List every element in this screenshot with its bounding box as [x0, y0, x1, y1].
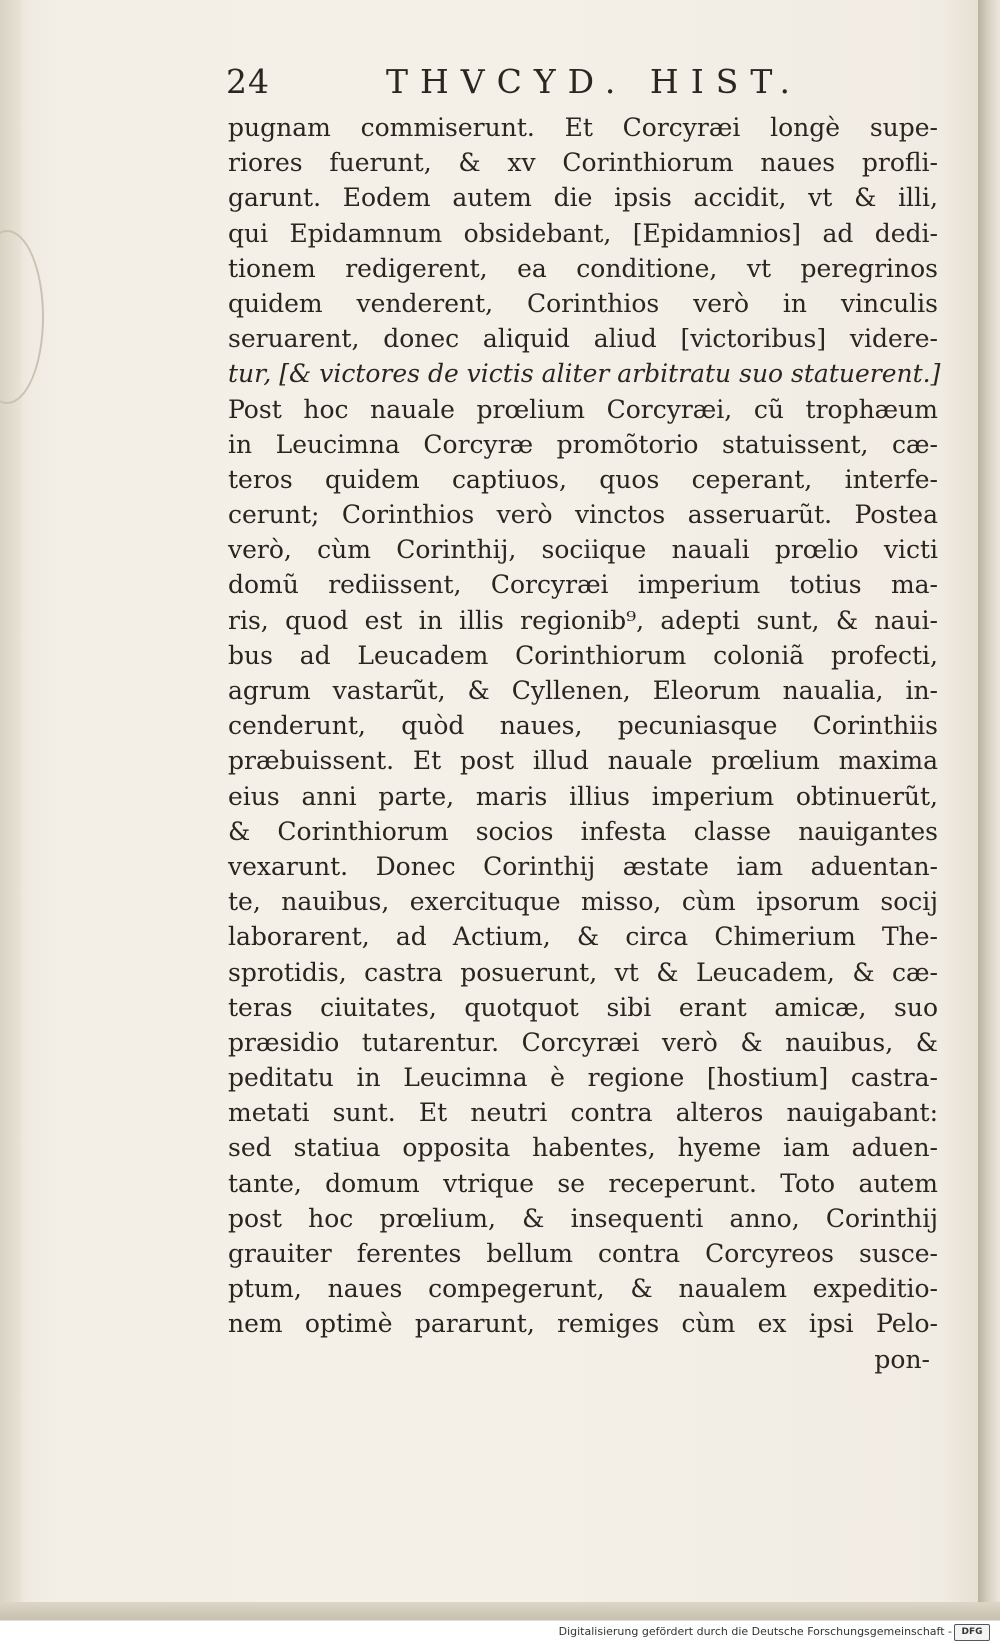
text-line: cerunt; Corinthios verò vinctos asseruarũt. Postea	[228, 500, 938, 530]
text-line: ris, quod est in illis regionib⁹, adepti sunt, & naui-	[228, 605, 938, 635]
text-line: & Corinthiorum socios infesta classe nauigantes	[228, 816, 938, 846]
text-line: metati sunt. Et neutri contra alteros nauigabant:	[228, 1098, 938, 1128]
text-line: vexarunt. Donec Corinthij æstate iam aduentan-	[228, 851, 938, 881]
text-line: pugnam commiserunt. Et Corcyræi longè supe-	[228, 113, 938, 142]
text-line: agrum vastarũt, & Cyllenen, Eleorum naualia, in-	[228, 676, 938, 705]
text-line: grauiter ferentes bellum contra Corcyreos susce-	[228, 1239, 938, 1268]
page-number: 24	[226, 62, 270, 101]
running-head	[226, 62, 886, 106]
text-line: bus ad Leucadem Corinthiorum coloniã profecti,	[228, 640, 938, 670]
text-line: nem optimè pararunt, remiges cùm ex ipsi Pelo-	[228, 1309, 938, 1339]
running-title: THVCYD. HIST.	[386, 62, 802, 101]
footer-bar	[0, 1620, 1000, 1644]
text-line: peditatu in Leucimna è regione [hostium] castra-	[228, 1063, 938, 1093]
text-line: riores fuerunt, & xv Corinthiorum naues profli-	[228, 148, 938, 178]
text-line: tionem redigerent, ea conditione, vt peregrinos	[228, 253, 938, 283]
text-line: garunt. Eodem autem die ipsis accidit, vt & illi,	[228, 183, 938, 213]
text-line: cenderunt, quòd naues, pecuniasque Corinthiis	[228, 711, 938, 741]
text-line: post hoc prœlium, & insequenti anno, Corinthij	[228, 1203, 938, 1233]
text-line: domũ rediissent, Corcyræi imperium totius ma-	[228, 570, 938, 600]
text-line: teros quidem captiuos, quos ceperant, interfe-	[228, 464, 938, 494]
text-line: præbuissent. Et post illud nauale prœlium maxima	[228, 746, 938, 776]
catchword: pon-	[874, 1344, 930, 1374]
text-line: in Leucimna Corcyræ promõtorio statuissent, cæ-	[228, 429, 938, 459]
page-edge-right	[978, 0, 1000, 1616]
text-line: Post hoc nauale prœlium Corcyræi, cũ trophæum	[228, 394, 938, 424]
text-line-italic: tur, [& victores de victis aliter arbitratu suo statuerent.]	[228, 359, 941, 389]
text-line: ptum, naues compegerunt, & naualem expeditio-	[228, 1274, 938, 1304]
text-line: quidem venderent, Corinthios verò in vinculis	[228, 288, 938, 318]
text-line: teras ciuitates, quotquot sibi erant amicæ, suo	[228, 992, 938, 1022]
binding-mark	[0, 230, 44, 404]
text-line: præsidio tutarentur. Corcyræi verò & nauibus, &	[228, 1027, 938, 1057]
funding-credit: Digitalisierung gefördert durch die Deutsche Forschungsgemeinschaft -	[558, 1625, 952, 1638]
text-line: laborarent, ad Actium, & circa Chimerium The-	[228, 922, 938, 952]
text-line: qui Epidamnum obsidebant, [Epidamnios] ad dedi-	[228, 218, 938, 248]
text-line: sed statiua opposita habentes, hyeme iam aduen-	[228, 1133, 938, 1163]
text-line: verò, cùm Corinthij, sociique nauali prœlio victi	[228, 535, 938, 565]
text-line: seruarent, donec aliquid aliud [victoribus] videre-	[228, 324, 938, 354]
page-edge-bottom	[0, 1602, 1000, 1620]
text-line: tante, domum vtrique se receperunt. Toto autem	[228, 1168, 938, 1198]
body-text	[228, 110, 941, 1377]
text-line: te, nauibus, exercituque misso, cùm ipsorum socij	[228, 887, 938, 917]
text-line: sprotidis, castra posuerunt, vt & Leucadem, & cæ-	[228, 957, 938, 987]
dfg-logo: DFG	[954, 1624, 990, 1641]
text-line: eius anni parte, maris illius imperium obtinuerũt,	[228, 781, 938, 811]
